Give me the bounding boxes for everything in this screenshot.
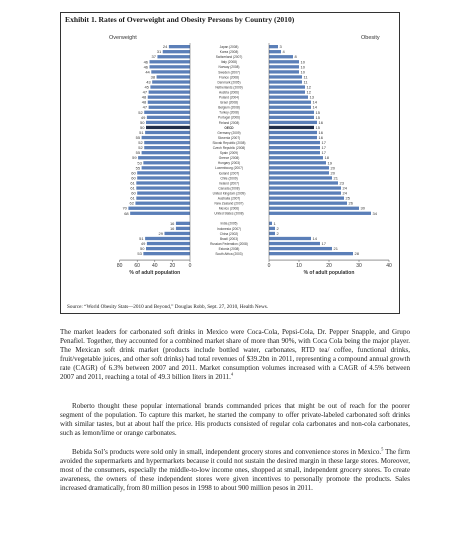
overweight-value-label: 52 (138, 109, 143, 115)
obesity-value-label: 17 (321, 140, 326, 146)
country-label: Sweden (2007) (218, 70, 240, 75)
obesity-bar (269, 96, 308, 99)
country-label: New Zealand (2007) (214, 201, 244, 206)
overweight-bar (130, 212, 190, 215)
obesity-value-label: 24 (342, 185, 347, 191)
overweight-value-label: 68 (124, 210, 129, 216)
overweight-value-label: 62 (129, 200, 134, 206)
overweight-bar (148, 96, 190, 99)
country-label: Slovenia (2007) (217, 135, 241, 140)
obesity-value-label: 21 (333, 175, 338, 181)
overweight-value-label: 48 (141, 94, 147, 100)
country-label: Luxembourg (2007) (215, 166, 243, 171)
overweight-value-label: 55 (135, 165, 141, 171)
left-axis-tick-label: 20 (169, 263, 176, 270)
obesity-bar (269, 181, 338, 184)
obesity-value-label: 16 (318, 135, 323, 140)
overweight-bar (169, 45, 190, 48)
overweight-value-label: 16 (169, 220, 175, 226)
overweight-value-label: 52 (138, 140, 143, 146)
paragraph-text: Roberto thought these popular international brands commanded prices that might be out of reach for the poorer segment of the population. To capture this market, he started the company to offer private-labeled carbonated soft drinks with similar tastes, but at about half the price. His products consisted of regular cola carbonates and non-cola carbonates, such as lemon/lime or orange carbonates. (60, 402, 410, 438)
exhibit-title: Exhibit 1. Rates of Overweight and Obesity Persons by Country (2010) (65, 15, 295, 24)
obesity-bar (269, 136, 317, 139)
overweight-bar (142, 151, 190, 154)
overweight-bar (147, 242, 190, 245)
overweight-value-label: 45 (144, 84, 149, 90)
overweight-value-label: 48 (141, 99, 147, 105)
country-label: South Africa (2003) (215, 252, 243, 256)
overweight-bar (142, 166, 190, 169)
overweight-bar (163, 50, 190, 53)
left-axis-tick-label: 60 (134, 263, 140, 270)
overweight-bar (148, 101, 190, 104)
obesity-bar (269, 156, 323, 159)
paragraph-roberto (60, 402, 410, 438)
overweight-bar (144, 111, 190, 114)
overweight-bar (150, 60, 190, 63)
right-panel-label: Obesity (361, 35, 380, 41)
overweight-bar (157, 55, 190, 58)
country-label: Korea (2008) (219, 50, 239, 55)
obesity-bar (269, 212, 371, 215)
country-label: Switzerland (2007) (215, 55, 243, 60)
overweight-bar (150, 85, 190, 88)
country-label: Indonesia (2007) (217, 226, 241, 231)
overweight-bar (145, 237, 190, 240)
footnote-ref: 4 (230, 372, 234, 378)
overweight-value-label: 16 (169, 225, 175, 231)
overweight-value-label: 46 (143, 59, 149, 65)
overweight-value-label: 47 (142, 104, 148, 110)
obesity-bar (269, 141, 320, 144)
obesity-value-label: 17 (321, 145, 326, 151)
obesity-value-label: 10 (300, 69, 305, 75)
overweight-value-label: 70 (122, 205, 127, 211)
obesity-bar (269, 252, 353, 255)
overweight-value-label: 60 (131, 190, 136, 196)
obesity-bar (269, 191, 341, 194)
overweight-bar (149, 90, 190, 93)
overweight-value-label: 53 (137, 160, 142, 166)
obesity-value-label: 12 (306, 84, 311, 90)
paragraph-bebida-sol (60, 448, 410, 493)
overweight-bar (136, 181, 190, 184)
obesity-bar (269, 126, 314, 129)
overweight-value-label: 53 (137, 251, 142, 257)
country-label: Czech Republic (2008) (212, 146, 246, 150)
country-label: Belgium (2008) (218, 105, 240, 110)
overweight-bar (135, 202, 190, 205)
overweight-value-label: 59 (132, 155, 137, 161)
obesity-bar (269, 222, 272, 225)
left-axis-tick-label: 0 (188, 263, 192, 270)
obesity-bar (269, 186, 341, 189)
obesity-bar (269, 171, 329, 174)
country-label: Netherlands (2009) (215, 85, 243, 90)
overweight-value-label: 37 (151, 54, 156, 60)
overweight-value-label: 38 (150, 74, 156, 80)
country-label: United Kingdom (2009) (212, 191, 246, 196)
obesity-value-label: 14 (312, 99, 317, 105)
obesity-bar (269, 106, 311, 109)
obesity-bar (269, 75, 302, 78)
obesity-value-label: 14 (312, 235, 317, 241)
country-label: Portugal (2006) (218, 115, 240, 120)
obesity-value-label: 28 (354, 251, 359, 257)
obesity-bar (269, 242, 320, 245)
overweight-value-label: 60 (131, 170, 136, 176)
obesity-value-label: 25 (345, 195, 350, 201)
obesity-value-label: 1 (273, 220, 276, 226)
overweight-value-label: 52 (138, 145, 143, 151)
footnote-ref: 5 (381, 446, 384, 452)
overweight-value-label: 55 (135, 135, 141, 140)
country-label: Hungary (2003) (217, 161, 241, 166)
overweight-bar (149, 106, 190, 109)
overweight-value-label: 47 (142, 89, 148, 95)
obesity-value-label: 14 (312, 104, 317, 110)
obesity-bar (269, 65, 299, 68)
obesity-value-label: 8 (294, 54, 297, 60)
overweight-value-label: 31 (156, 49, 162, 55)
overweight-bar (137, 171, 190, 174)
overweight-value-label: 61 (130, 185, 135, 191)
overweight-value-label: 51 (139, 129, 144, 135)
overweight-bar (138, 156, 190, 159)
obesity-bar (269, 227, 275, 230)
left-axis-title: % of adult population (129, 270, 181, 277)
obesity-value-label: 4 (282, 49, 285, 55)
obesity-value-label: 19 (327, 160, 332, 166)
obesity-value-label: 26 (348, 200, 353, 206)
obesity-bar (269, 80, 302, 83)
exhibit-source: Source: “World Obesity Stats—2010 and Beyond,” Douglas Robb, Sept. 27, 2010, Health News. (67, 304, 269, 310)
country-label: Estonia (2008) (218, 246, 240, 251)
overweight-bar (151, 70, 190, 73)
overweight-value-label: 46 (143, 64, 149, 70)
overweight-bar (146, 121, 190, 124)
country-label: Turkey (2008) (219, 110, 239, 115)
country-label: Russian Federation (2008) (210, 241, 248, 246)
obesity-bar (269, 237, 311, 240)
overweight-value-label: 61 (130, 195, 135, 201)
overweight-bar (143, 252, 190, 255)
country-label: France (2008) (218, 75, 240, 80)
overweight-value-label: 44 (145, 69, 150, 75)
overweight-bar (136, 186, 190, 189)
obesity-value-label: 3 (279, 44, 282, 50)
obesity-value-label: 15 (315, 124, 320, 130)
overweight-bar (146, 247, 190, 250)
obesity-value-label: 18 (324, 155, 329, 161)
country-label: India (2005) (220, 221, 238, 226)
obesity-bar (269, 207, 359, 210)
obesity-value-label: 12 (306, 89, 311, 95)
obesity-bar (269, 232, 275, 235)
overweight-value-label: 29 (158, 230, 163, 236)
country-label: United States (2008) (214, 211, 244, 216)
overweight-bar (157, 75, 190, 78)
obesity-bar (269, 202, 347, 205)
country-label: Greece (2008) (218, 156, 240, 161)
overweight-value-label: 51 (139, 235, 144, 241)
overweight-bar (142, 136, 190, 139)
overweight-value-label: 49 (140, 241, 146, 246)
obesity-value-label: 11 (303, 79, 308, 85)
left-panel-label: Overweight (109, 35, 137, 41)
overweight-value-label: 43 (146, 79, 151, 85)
obesity-value-label: 10 (300, 64, 305, 70)
obesity-bar (269, 111, 314, 114)
left-axis-tick-label: 40 (152, 263, 158, 270)
obesity-value-label: 10 (300, 59, 305, 65)
obesity-bar (269, 131, 317, 134)
obesity-value-label: 20 (330, 165, 335, 171)
obesity-value-label: 2 (276, 225, 279, 231)
obesity-value-label: 21 (333, 246, 338, 252)
overweight-bar (152, 80, 190, 83)
obesity-bar (269, 176, 332, 179)
obesity-bar (269, 50, 281, 53)
obesity-bar (269, 90, 305, 93)
country-label: Australia (2007) (217, 196, 241, 201)
obesity-bar (269, 197, 344, 200)
paragraph-text: Bebida Sol’s products were sold only in small, independent grocery stores and convenience stores in Mexico. (72, 448, 382, 456)
right-axis-tick-label: 40 (386, 263, 392, 270)
overweight-bar (146, 126, 190, 129)
country-label: Austria (2006) (218, 90, 240, 95)
paragraph-text: The market leaders for carbonated soft drinks in Mexico were Coca-Cola, Pepsi-Cola, Dr. Pepper Snapple, and Grupo Penafiel. Together, they accounted for a combined market share of more than 90%, with Coca Cola being the major player. The Mexican soft drink market (products include bottled water, carbonates, RTD tea/ coffee, functional drinks, fruit/vegetable juices, and other soft drinks) had total revenues of $39.2bn in 2011, representing a compound annual growth rate (CAGR) of 6.3% between 2007 and 2011. Market consumption volumes increased with a CAGR of 4.5% between 2007 and 2011, reaching a total of 49.3 billion liters in 2011. (60, 328, 410, 382)
exhibit-figure (60, 12, 400, 314)
obesity-bar (269, 151, 320, 154)
right-axis-tick-label: 30 (356, 263, 362, 270)
country-label: Chile (2009) (220, 176, 238, 181)
overweight-value-label: 50 (140, 119, 145, 125)
overweight-bar (150, 65, 190, 68)
obesity-bar (269, 85, 305, 88)
obesity-bar (269, 121, 317, 124)
country-label: Finland (2008) (218, 120, 240, 125)
country-label: OECD (224, 125, 234, 130)
overweight-bar (147, 116, 190, 119)
obesity-value-label: 15 (315, 114, 320, 120)
overweight-bar (176, 227, 190, 230)
overweight-value-label: 55 (135, 150, 141, 156)
obesity-bar (269, 70, 299, 73)
country-label: Israel (2008) (220, 100, 238, 105)
right-axis-tick-label: 0 (267, 263, 271, 270)
overweight-bar (137, 191, 190, 194)
obesity-value-label: 13 (309, 94, 314, 100)
country-label: Poland (2004) (218, 95, 240, 100)
country-label: Denmark (2005) (217, 80, 241, 85)
country-label: Italy (2008) (221, 60, 237, 65)
country-label: Japan (2008) (219, 45, 239, 49)
country-label: Germany (2009) (217, 130, 241, 135)
obesity-bar (269, 60, 299, 63)
obesity-value-label: 30 (360, 205, 365, 211)
country-label: Canada (2008) (218, 186, 240, 191)
overweight-bar (137, 176, 190, 179)
exhibit-chart (61, 13, 399, 313)
overweight-bar (144, 146, 190, 149)
left-axis-tick-label: 80 (116, 263, 123, 270)
country-label: Ireland (2007) (219, 181, 239, 186)
overweight-value-label: 24 (162, 44, 168, 50)
obesity-value-label: 20 (330, 170, 335, 176)
country-label: China (2002) (219, 231, 239, 236)
overweight-bar (144, 141, 190, 144)
obesity-bar (269, 116, 314, 119)
overweight-value-label: 60 (131, 175, 136, 181)
obesity-value-label: 24 (342, 190, 347, 196)
obesity-value-label: 16 (318, 119, 323, 125)
obesity-value-label: 15 (315, 109, 320, 115)
obesity-bar (269, 55, 293, 58)
obesity-bar (269, 101, 311, 104)
country-label: Brazil (2003) (219, 236, 239, 241)
paragraph-text: The firm avoided the supermarkets and hypermarkets because it could not sustain the desired margin in these large stores. Moreover, most of the consumers, especially the middle-to-low income ones, shopped at small, independent grocery stores. To create awareness, the owners of these independent stores were given incentives to personally promote the products. Sales increased dramatically, from 80 million pesos in 1998 to about 900 million pesos in 2011. (60, 448, 410, 493)
obesity-value-label: 34 (372, 210, 377, 216)
overweight-value-label: 50 (140, 246, 145, 252)
obesity-bar (269, 247, 332, 250)
overweight-bar (145, 131, 190, 134)
obesity-value-label: 17 (321, 150, 326, 156)
country-label: Iceland (2007) (218, 171, 240, 176)
obesity-bar (269, 166, 329, 169)
overweight-value-label: 49 (140, 114, 146, 120)
overweight-bar (164, 232, 190, 235)
obesity-value-label: 17 (321, 241, 326, 246)
obesity-value-label: 16 (318, 129, 323, 135)
right-axis-title: % of adult population (303, 270, 355, 277)
country-label: Mexico (2006) (218, 206, 240, 211)
obesity-value-label: 23 (339, 180, 344, 186)
country-label: Norway (2008) (218, 65, 240, 70)
overweight-bar (128, 207, 190, 210)
right-axis-tick-label: 10 (296, 263, 302, 270)
overweight-bar (143, 161, 190, 164)
obesity-value-label: 11 (303, 74, 308, 80)
overweight-bar (136, 197, 190, 200)
overweight-value-label: 50 (140, 124, 145, 130)
country-label: Spain (2009) (219, 151, 239, 156)
right-axis-tick-label: 20 (326, 263, 332, 270)
obesity-value-label: 2 (276, 230, 279, 236)
obesity-bar (269, 146, 320, 149)
obesity-bar (269, 161, 326, 164)
overweight-value-label: 61 (130, 180, 135, 186)
paragraph-market-leaders (60, 328, 410, 383)
country-label: Slovak Republic (2008) (212, 140, 246, 145)
overweight-bar (176, 222, 190, 225)
obesity-bar (269, 45, 278, 48)
